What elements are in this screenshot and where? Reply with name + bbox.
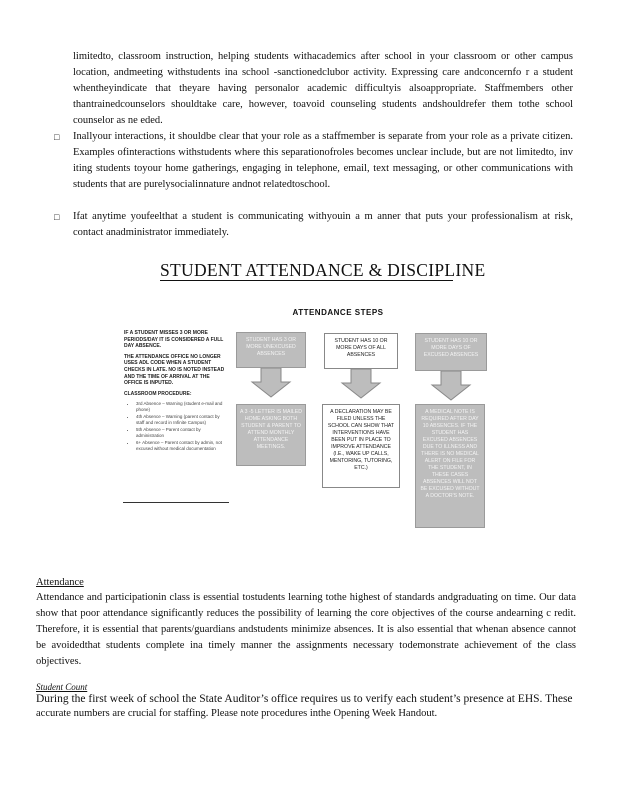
attendance-heading: Attendance	[36, 577, 84, 588]
step-label: STUDENT HAS 10 OR MORE DAYS OF EXCUSED ABSENCES	[423, 338, 479, 358]
student-count-heading: Student Count	[36, 682, 88, 692]
bullet-box-icon: □	[54, 132, 60, 142]
bullet-box-icon: □	[54, 212, 60, 222]
step-result-declaration	[322, 404, 400, 488]
bullet-text: Ifat anytime youfeelthat a student is communicating withyouin a m anner that puts your professionalism at risk, contact anadministrator immediately.	[73, 211, 573, 238]
step-result-letter	[236, 404, 306, 466]
step-label: A MEDICAL NOTE IS REQUIRED AFTER DAY 10 ABSENCES. IF THE STUDENT HAS EXCUSED ABSENCES DUE TO ILLNESS AND THERE IS NO MEDICAL ALERT ON FILE FOR THE STUDENT, IN THESE CASES ABSENCES WILL NOT BE EXCUSED WITHOUT A DOCTOR'S NOTE.	[420, 409, 480, 499]
procedure-item: • 3rd Absence – Warning (student e-mail and phone)	[136, 401, 228, 412]
student-count-lead: During the first week of school the State Auditor’s office requires us to verify each student’s presence at EHS. These	[36, 693, 573, 705]
step-label: STUDENT HAS 10 OR MORE DAYS OF ALL ABSENCES	[334, 338, 388, 358]
step-box-unexcused	[236, 332, 306, 368]
procedure-item: • 6+ Absence – Parent contact by admin, not excused without medical documentation	[136, 440, 228, 451]
step-box-excused	[415, 333, 487, 371]
note-full-day: IF A STUDENT MISSES 3 OR MORE PERIODS/DAY IT IS CONSIDERED A FULL DAY ABSENCE.	[124, 330, 224, 350]
intro-paragraph: limitedto, classroom instruction, helping students withacademics after school in your classroom or other campus location, andmeeting withstudents ina school -sanctionedclubor activity. Expressing care andconcernfo r a student whentheyindicate that theyare having personalor academic difficultyis alsoappropriate. Staffmembers other thantrainedcounselors shouldtake care, however, toavoid counseling students andshouldrefer them tothe school counselor as ne eded.	[73, 51, 573, 126]
diagram-notes	[124, 330, 228, 453]
down-arrow-icon	[430, 371, 472, 401]
section-title: STUDENT ATTENDANCE & DISCIPLINE	[160, 260, 486, 280]
down-arrow-icon	[250, 368, 292, 398]
step-box-ten-days	[324, 333, 398, 369]
note-late-checkin: THE ATTENDANCE OFFICE NO LONGER USES ADL CODE WHEN A STUDENT CHECKS IN LATE. NO IS NOTED INSTEAD AND THE TIME OF ARRIVAL AT THE OFFICE IS INPUTED.	[124, 353, 225, 387]
procedure-list	[124, 401, 228, 451]
step-label: A DECLARATION MAY BE FILED UNLESS THE SCHOOL CAN SHOW THAT INTERVENTIONS HAVE BEEN PUT IN PLACE TO IMPROVE ATTENDANCE (I.E., WAKE UP CALLS, MENTORING, TUTORING, ETC.)	[327, 409, 395, 471]
title-underline	[160, 280, 453, 281]
step-label: A 3 -5 LETTER IS MAILED HOME ASKING BOTH STUDENT & PARENT TO ATTEND MONTHLY ATTENDANCE MEETINGS.	[240, 409, 302, 450]
student-count-paragraph: accurate numbers are crucial for staffing. Please note procedures inthe Opening Week Handout.	[36, 708, 438, 719]
procedure-item: • 4th Absence – Warning (parent contact by staff and record in Infinite Campus)	[136, 414, 228, 425]
bullet-text: Inallyour interactions, it shouldbe clear that your role as a staffmember is separate from your role as a private citizen. Examples ofinteractions withstudents where this separationofroles becomes unclear include, but are not limitedto, inv iting students toyour home gatherings, engaging in telephone, email, text messaging, or other communications with students that are purelysocialinnature andnot relatedtoschool.	[73, 131, 573, 190]
attendance-paragraph: Attendance and participationin class is essential tostudents learning tothe highest of standards andgraduating on time. Our data show that poor attendance significantly reduces the possibility of learning the core objectives of the course andearning c redit. Therefore, it is essential that parents/guardians andstudents minimize absences. It is also essential that whenan absence cannot be avoidedthat students complete ina timely manner the assignments necessary todemonstrate achievement of the class objectives.	[36, 592, 576, 667]
step-result-medical-note	[415, 404, 485, 528]
step-label: STUDENT HAS 3 OR MORE UNEXCUSED ABSENCES	[245, 337, 297, 357]
diagram-title: ATTENDANCE STEPS	[292, 308, 384, 317]
notes-divider	[123, 502, 229, 503]
procedure-item: • 5th Absence – Parent contact by administration	[136, 427, 228, 438]
note-procedure-heading: CLASSROOM PROCEDURE:	[124, 390, 192, 397]
down-arrow-icon	[340, 369, 382, 399]
